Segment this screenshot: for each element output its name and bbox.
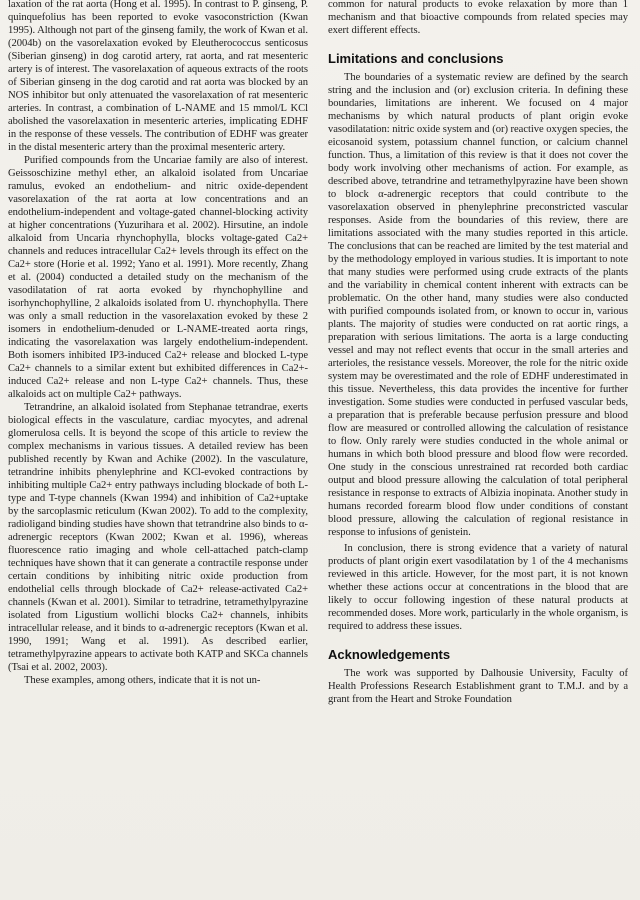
section-heading-limitations: Limitations and conclusions [328,51,504,66]
left-column [8,0,308,898]
right-column [328,0,628,898]
right-lead-paragraph: common for natural products to evoke relaxation by more than 1 mechanism and that bioactive compounds from related species may exert different effects. [328,0,628,36]
limitations-paragraph-2: In conclusion, there is strong evidence that a variety of natural products of plant origin exert vasodilatation by 1 of the 4 mechanisms reviewed in this article. However, for the most part, it is not known whether these actions occur at concentrations in the blood that are likely to occur following ingestion of these natural products at recommended doses. More work, particularly in the whole organism, is required to address these issues. [328,543,628,632]
left-paragraph-2: Purified compounds from the Uncariae family are also of interest. Geissoschizine methyl ether, an alkaloid isolated from Uncariae ramulus, evoked an endothelium- and nitric oxide-dependent vasorelaxation of the rat aorta at low concentrations and an endothelium-independent and voltage-gated channel-blocking activity at higher concentrations (Yuzurihara et al. 2002). Hirsutine, an indole alkaloid from Uncaria rhynchophylla, blocks voltage-gated Ca2+ channels and reduces intracellular Ca2+ levels through its effect on the Ca2+ store (Horie et al. 1992; Yano et al. 1991). More recently, Zhang et al. (2004) conducted a detailed study on the mechanism of the vasodilatation of rat aorta evoked by rhynchophylline and isorhynchophylline, 2 alkaloids isolated from U. rhynchophylla. There was only a small reduction in the vasorelaxation evoked by these 2 isomers in endothelium-denuded or L-NAME-treated aorta rings, indicating the vasorelaxation was largely endothelium-independent. Both isomers inhibited IP3-induced Ca2+ release and blocked L-type Ca2+ channels to a similar extent but exhibited differences in Ca2+-induced Ca2+ release and non L-type Ca2+ channels. Thus, these alkaloids act on multiple Ca2+ pathways. [8,155,308,400]
acknowledgements-paragraph: The work was supported by Dalhousie University, Faculty of Health Professions Research Establishment grant to T.M.J. and by a grant from the Heart and Stroke Foundation [328,668,628,705]
left-paragraph-1: laxation of the rat aorta (Hong et al. 1995). In contrast to P. ginseng, P. quinquefolius has been reported to evoke vasoconstriction (Kwan 1995). Although not part of the ginseng family, the work of Kwan et al. (2004b) on the vasorelaxation evoked by Eleutherococcus senticosus (Siberian ginseng) in dog carotid artery, rat aorta, and rat mesenteric artery is of interest. The vasorelaxation of aqueous extracts of the roots of Siberian ginseng in the dog carotid and rat aorta was blocked by an NOS inhibitor but only attenuated the vasorelaxation of rat mesenteric arteries. In contrast, a combination of L-NAME and 15 mmol/L KCl abolished the vasorelaxation in mesenteric arteries, implicating EDHF in the response of these vessels. The contribution of EDHF was greater in the distal mesenteric artery than the proximal mesenteric artery. [8,0,308,153]
left-paragraph-3: Tetrandrine, an alkaloid isolated from Stephanae tetrandrae, exerts biological effects in the vasculature, cardiac myocytes, and adrenal glomerulosa cells. It is beyond the scope of this article to review the complex mechanisms in various tissues. A detailed review has been published recently by Kwan and Achike (2002). In the vasculature, tetrandrine inhibits phenylephrine and KCl-evoked contractions by inhibiting multiple Ca2+ entry pathways including blockade of both L-type and T-type channels (Kwan 1994) and inhibition of Ca2+uptake by the sarcoplasmic reticulum (Kwan 2002). To add to the complexity, radioligand binding studies have shown that tetrandrine also binds to α-adrenergic receptors (Kwan 2002; Kwan et al. 1996), whereas fluorescence ratio imaging and whole cell-attached patch-clamp techniques have shown that it can generate a contractile response under certain conditions by inhibiting nitric oxide production from endothelial cells through blockade of Ca2+ release-activated Ca2+ channels (Kwan et al. 2001). Similar to tetradrine, tetramethylpyrazine isolated from Ligustium wollichi blocks Ca2+ channels, inhibits intracellular release, and it binds to α-adrenergic receptors (Kwan et al. 1990, 1991; Wang et al. 1991). As described earlier, tetramethylpyrazine appears to activate both KATP and SKCa channels (Tsai et al. 2002, 2003). [8,402,308,673]
left-paragraph-4: These examples, among others, indicate that it is not un- [24,675,261,686]
section-heading-acknowledgements: Acknowledgements [328,647,451,662]
limitations-paragraph-1: The boundaries of a systematic review are defined by the search string and the inclusion and (or) exclusion criteria. In defining these boundaries, limitations are inherent. We focused on 4 major mechanisms by which natural products of plant origin evoke vasodilatation: nitric oxide system and (or) reactive oxygen species, the eicosanoid system, potassium channel function, or calcium channel function. Thus, a limitation of this review is that it does not cover the body work involving other mechanisms of action. For example, as described above, tetrandrine and tetramethylpyrazine have been shown to block α-adrenergic receptors that could contribute to the vasorelaxation observed in phenylephrine preconstricted vascular responses. Aside from the boundaries of this review, there are limitations associated with the many studies reported in this article. The conclusions that can be reached are limited by the test material and by the methodology employed in various studies. It is important to note that many studies were performed using crude extracts of the plants and the variability in chemical content inherent with extracts can be problematic. On the other hand, many studies were also conducted with purified compounds isolated from, or known to occur in, various plants. The majority of studies were conducted on rat aortic rings, a preparation with serious limitations. The aorta is a large conducting vessel and may not reflect events that occur in the small arteries and arterioles, the resistance vessels. Moreover, the role for the nitric oxide system may be overestimated and the role of EDHF underestimated in this tissue. Nevertheless, this data provides the incentive for further investigation. Some studies were conducted in perfused vascular beds, a preparation that is preferable because perfusion pressure and blood flow are measured or controlled allowing the calculation of resistance to flow. Only rarely were studies conducted in the whole animal or humans in which both blood pressure and blood flow were recorded. One study in the conscious unrestrained rat recorded both cardiac output and blood pressure allowing the calculation of total peripheral resistance in response to extracts of Albizia inopinata. Another study in humans recorded forearm blood flow under conditions of constant blood pressure, allowing the calculation of regional resistance in response to infusions of genistein. [328,72,628,538]
